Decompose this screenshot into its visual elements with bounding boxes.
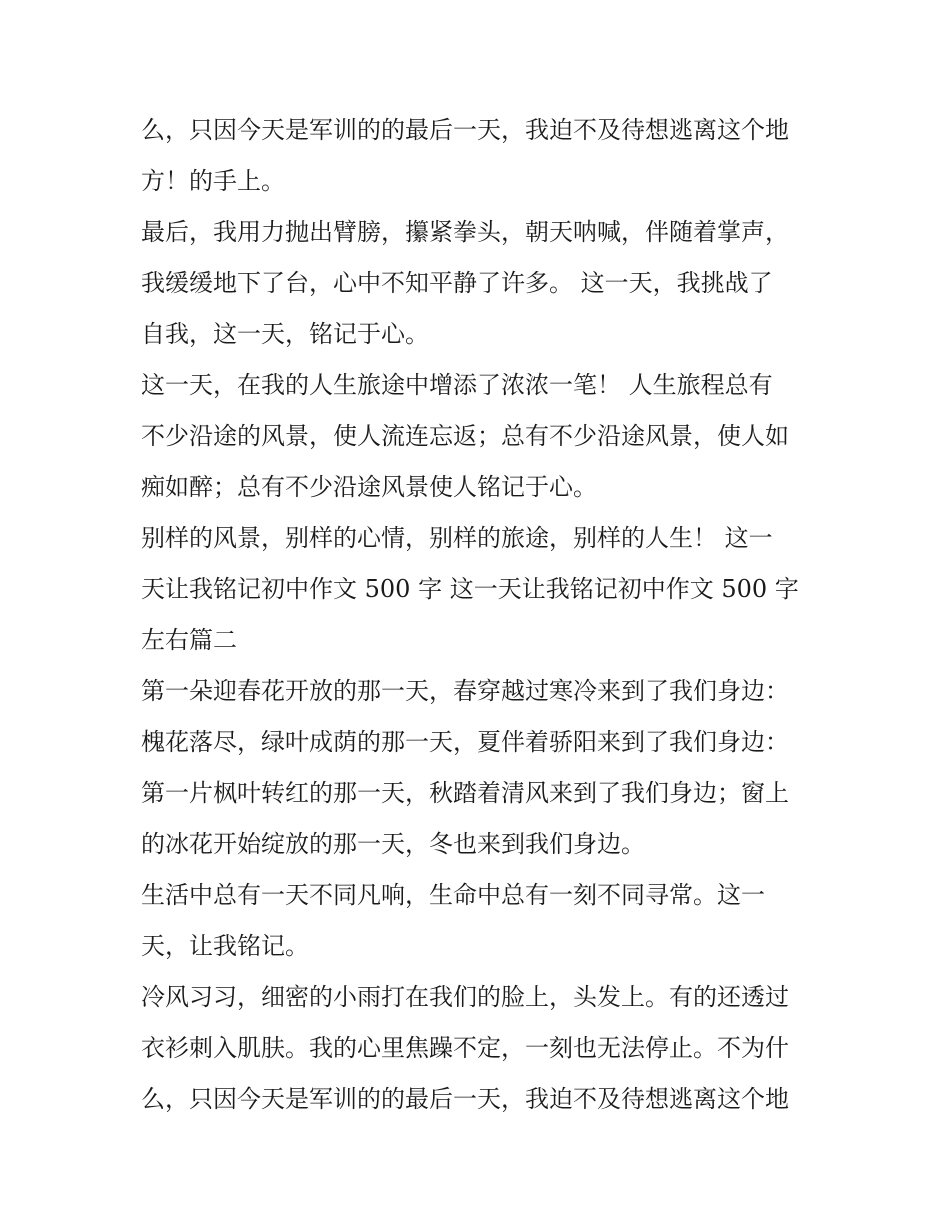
text-line: 这一天，在我的人生旅途中增添了浓浓一笔！ 人生旅程总有 [141,371,773,399]
text-line: 么，只因今天是军训的的最后一天，我迫不及待想逃离这个地 [141,116,789,144]
text-line: 左右篇二 [141,626,237,654]
text-line: 天让我铭记初中作文 500 字 这一天让我铭记初中作文 500 字 [141,575,799,603]
text-line: 生活中总有一天不同凡响，生命中总有一刻不同寻常。这一 [141,881,765,909]
text-line: 方！的手上。 [141,167,285,195]
text-line: 第一片枫叶转红的那一天，秋踏着清风来到了我们身边；窗上 [141,779,789,807]
text-line: 不少沿途的风景，使人流连忘返；总有不少沿途风景，使人如 [141,422,789,450]
text-line: 冷风习习，细密的小雨打在我们的脸上，头发上。有的还透过 [141,983,789,1011]
text-line: 槐花落尽，绿叶成荫的那一天，夏伴着骄阳来到了我们身边： [141,728,789,756]
text-line: 痴如醉；总有不少沿途风景使人铭记于心。 [141,473,597,501]
text-line: 第一朵迎春花开放的那一天，春穿越过寒冷来到了我们身边： [141,677,789,705]
text-line: 最后，我用力抛出臂膀，攥紧拳头，朝天呐喊，伴随着掌声， [141,218,789,246]
text-line: 别样的风景，别样的心情，别样的旅途，别样的人生！ 这一 [141,524,773,552]
text-line: 天，让我铭记。 [141,932,309,960]
text-line: 我缓缓地下了台，心中不知平静了许多。 这一天，我挑战了 [141,269,773,297]
text-line: 衣衫刺入肌肤。我的心里焦躁不定，一刻也无法停止。不为什 [141,1034,789,1062]
text-line: 自我，这一天，铭记于心。 [141,320,429,348]
text-line: 的冰花开始绽放的那一天，冬也来到我们身边。 [141,830,645,858]
document-body [141,105,821,1125]
text-line: 么，只因今天是军训的的最后一天，我迫不及待想逃离这个地 [141,1085,789,1113]
